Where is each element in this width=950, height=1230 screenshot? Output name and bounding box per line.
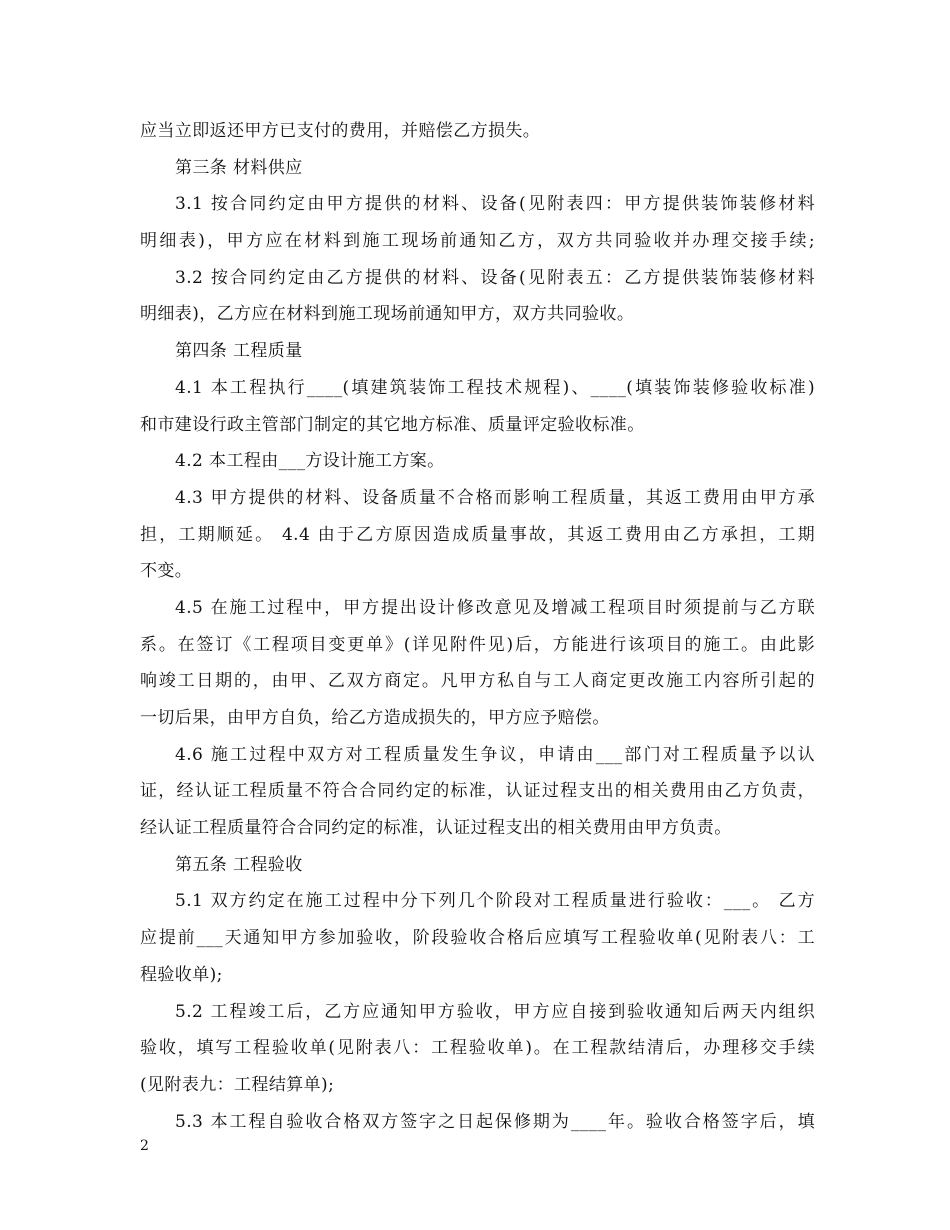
document-body bbox=[140, 113, 815, 1140]
section-heading: 第五条 工程验收 bbox=[175, 854, 303, 875]
text-line: (见附表九：工程结算单); bbox=[140, 1074, 335, 1095]
text-line: 明细表)，乙方应在材料到施工现场前通知甲方，双方共同验收。 bbox=[140, 304, 635, 325]
text-line: 担，工期顺延。 4.4 由于乙方原因造成质量事故，其返工费用由乙方承担，工期 bbox=[140, 524, 815, 545]
text-line: 4.5 在施工过程中，甲方提出设计修改意见及增减工程项目时须提前与乙方联 bbox=[175, 597, 815, 618]
text-line: 不变。 bbox=[140, 561, 193, 582]
text-line: 4.6 施工过程中双方对工程质量发生争议，申请由___部门对工程质量予以认 bbox=[175, 744, 815, 765]
text-line: 证，经认证工程质量不符合合同约定的标准，认证过程支出的相关费用由乙方负责， bbox=[140, 781, 815, 802]
text-line: 5.3 本工程自验收合格双方签字之日起保修期为____年。验收合格签字后，填 bbox=[175, 1111, 815, 1132]
text-line: 4.1 本工程执行____(填建筑装饰工程技术规程)、____(填装饰装修验收标准) bbox=[175, 377, 815, 398]
section-heading: 第四条 工程质量 bbox=[175, 341, 303, 362]
section-heading: 第三条 材料供应 bbox=[175, 157, 303, 178]
text-line: 4.3 甲方提供的材料、设备质量不合格而影响工程质量，其返工费用由甲方承 bbox=[175, 487, 815, 508]
text-line: 和市建设行政主管部门制定的其它地方标准、质量评定验收标准。 bbox=[140, 414, 645, 435]
text-line: 4.2 本工程由___方设计施工方案。 bbox=[175, 451, 445, 472]
text-line: 3.1 按合同约定由甲方提供的材料、设备(见附表四：甲方提供装饰装修材料 bbox=[175, 194, 815, 215]
text-line: 明细表)，甲方应在材料到施工现场前通知乙方，双方共同验收并办理交接手续; bbox=[140, 231, 815, 252]
text-line: 验收，填写工程验收单(见附表八：工程验收单)。在工程款结清后，办理移交手续 bbox=[140, 1038, 815, 1059]
text-line: 经认证工程质量符合合同约定的标准，认证过程支出的相关费用由甲方负责。 bbox=[140, 818, 732, 839]
text-line: 5.1 双方约定在施工过程中分下列几个阶段对工程质量进行验收：___。 乙方 bbox=[175, 891, 815, 912]
text-line: 程验收单); bbox=[140, 964, 223, 985]
text-line: 系。在签订《工程项目变更单》(详见附件见)后，方能进行该项目的施工。由此影 bbox=[140, 634, 815, 655]
text-line: 一切后果，由甲方自负，给乙方造成损失的，甲方应予赔偿。 bbox=[140, 708, 610, 728]
text-line: 响竣工日期的，由甲、乙双方商定。凡甲方私自与工人商定更改施工内容所引起的 bbox=[140, 671, 815, 692]
text-line: 3.2 按合同约定由乙方提供的材料、设备(见附表五：乙方提供装饰装修材料 bbox=[175, 267, 815, 288]
text-line: 应提前___天通知甲方参加验收，阶段验收合格后应填写工程验收单(见附表八：工 bbox=[140, 928, 815, 949]
text-line: 应当立即返还甲方已支付的费用，并赔偿乙方损失。 bbox=[140, 121, 541, 141]
text-line: 5.2 工程竣工后，乙方应通知甲方验收，甲方应自接到验收通知后两天内组织 bbox=[175, 1001, 815, 1022]
page-number: 2 bbox=[140, 1138, 149, 1154]
